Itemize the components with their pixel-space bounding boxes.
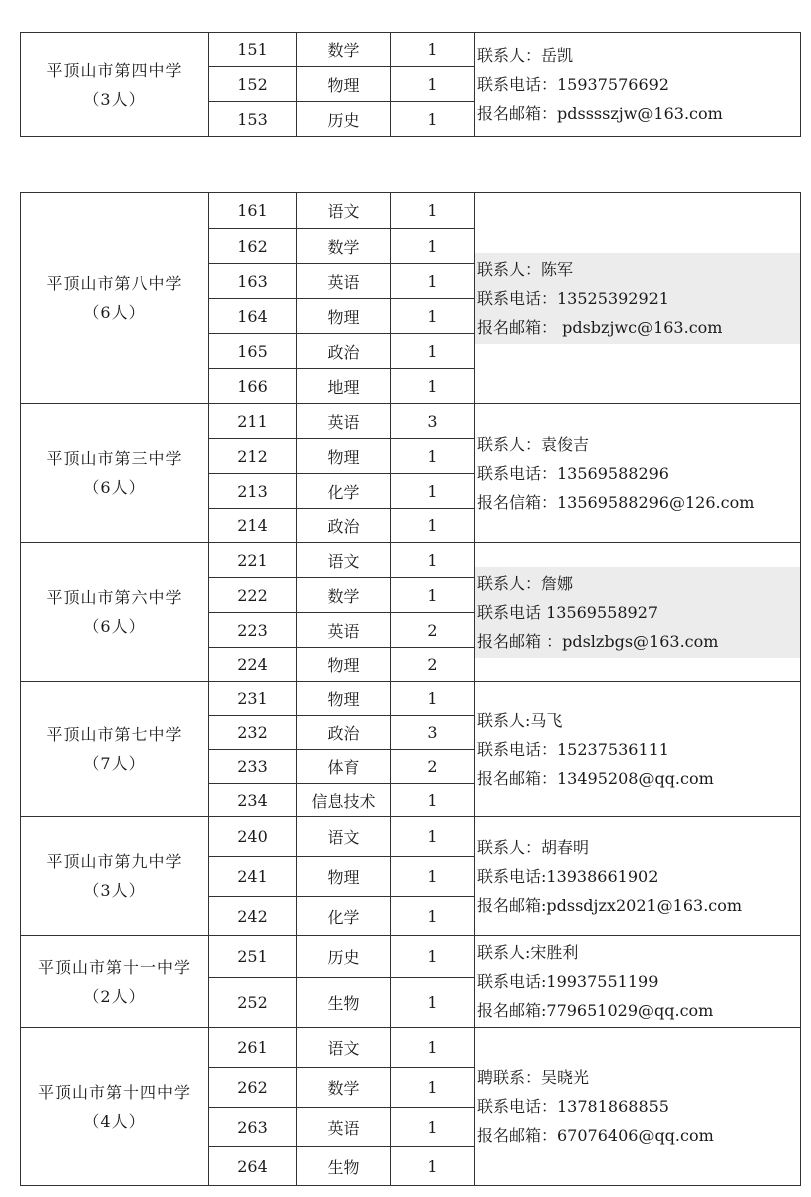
subject: 英语 [297,613,391,648]
position-code: 161 [209,193,297,229]
school-name: 平顶山市第十四中学 [37,1082,191,1102]
table-row [21,404,801,439]
position-code: 165 [209,334,297,369]
subject: 语文 [297,1028,391,1068]
headcount: 1 [391,1028,475,1068]
headcount: 1 [391,857,475,897]
subject: 数学 [297,33,391,67]
subject: 英语 [297,264,391,299]
subject: 历史 [297,102,391,137]
contact-phone: 联系电话：13525392921 [477,288,669,308]
headcount: 3 [391,716,475,750]
subject: 生物 [297,978,391,1028]
contact-info [475,39,800,130]
position-code: 231 [209,682,297,716]
headcount: 1 [391,67,475,102]
headcount: 2 [391,648,475,682]
table-body [21,33,801,137]
position-code: 232 [209,716,297,750]
subject: 英语 [297,404,391,439]
subject: 物理 [297,682,391,716]
position-code: 251 [209,936,297,978]
table-row [21,33,801,67]
subject: 英语 [297,1108,391,1147]
contact-cell [475,193,801,404]
contact-email: 报名邮箱:pdssdjzx2021@163.com [477,895,743,915]
subject: 物理 [297,67,391,102]
headcount: 1 [391,682,475,716]
contact-cell [475,817,801,936]
subject: 数学 [297,578,391,613]
contact-person: 联系人：詹娜 [477,573,574,593]
school-cell [21,404,209,543]
position-code: 153 [209,102,297,137]
school-name: 平顶山市第六中学 [46,588,183,607]
contact-info [475,831,800,922]
headcount: 1 [391,193,475,229]
headcount: 1 [391,1147,475,1186]
school-count: （2人） [83,986,146,1006]
headcount: 1 [391,784,475,817]
position-code: 162 [209,229,297,264]
headcount: 2 [391,750,475,784]
headcount: 1 [391,509,475,543]
headcount: 1 [391,299,475,334]
school-cell [21,936,209,1028]
position-code: 211 [209,404,297,439]
contact-email: 报名邮箱 ：pdslzbgs@163.com [477,631,719,651]
contact-email: 报名邮箱：67076406@qq.com [477,1126,714,1145]
position-code: 213 [209,474,297,509]
subject: 数学 [297,229,391,264]
school-count: （3人） [83,881,146,900]
contact-info [475,253,800,344]
headcount: 1 [391,543,475,578]
school-cell [21,817,209,936]
position-code: 152 [209,67,297,102]
subject: 政治 [297,509,391,543]
recruitment-table-top [20,32,801,137]
position-code: 214 [209,509,297,543]
subject: 历史 [297,936,391,978]
table-body [21,193,801,1186]
contact-person: 聘联系：吴晓光 [477,1068,590,1087]
position-code: 263 [209,1108,297,1147]
headcount: 1 [391,1068,475,1108]
contact-cell [475,682,801,817]
table-row [21,1028,801,1068]
school-count: （7人） [83,754,146,773]
school-count: （4人） [83,1111,146,1131]
contact-phone: 联系电话：15237536111 [477,739,669,759]
contact-person: 联系人：袁俊吉 [477,434,590,454]
recruitment-table-main [20,192,801,1186]
contact-cell [475,33,801,137]
contact-info [475,428,800,519]
position-code: 233 [209,750,297,784]
contact-phone: 联系电话：15937576692 [477,75,669,94]
headcount: 1 [391,229,475,264]
subject: 体育 [297,750,391,784]
table-row [21,682,801,716]
subject: 语文 [297,543,391,578]
subject: 语文 [297,193,391,229]
contact-phone: 联系电话：13781868855 [477,1097,669,1116]
headcount: 1 [391,264,475,299]
subject: 物理 [297,439,391,474]
position-code: 262 [209,1068,297,1108]
school-name: 平顶山市第十一中学 [37,957,191,977]
table-row [21,193,801,229]
subject: 政治 [297,716,391,750]
school-count: （3人） [83,89,146,109]
school-cell [21,193,209,404]
subject: 化学 [297,897,391,936]
contact-person: 联系人：胡春明 [477,837,590,857]
position-code: 241 [209,857,297,897]
school-cell [21,682,209,817]
contact-person: 联系人:马飞 [477,710,563,730]
position-code: 240 [209,817,297,857]
contact-person: 联系人：岳凯 [477,46,574,65]
position-code: 221 [209,543,297,578]
school-count: （6人） [83,478,146,497]
subject: 化学 [297,474,391,509]
school-count: （6人） [83,303,146,322]
school-cell [21,33,209,137]
contact-phone: 联系电话：13569588296 [477,463,669,483]
contact-email: 报名邮箱:779651029@qq.com [477,1001,714,1020]
subject: 生物 [297,1147,391,1186]
headcount: 1 [391,334,475,369]
contact-email: 报名邮箱：pdsssszjw@163.com [477,104,723,123]
school-cell [21,543,209,682]
school-count: （6人） [83,617,146,636]
position-code: 212 [209,439,297,474]
headcount: 1 [391,439,475,474]
contact-info [475,704,800,795]
position-code: 163 [209,264,297,299]
headcount: 1 [391,897,475,936]
contact-person: 联系人：陈军 [477,259,574,279]
headcount: 1 [391,978,475,1028]
contact-cell [475,404,801,543]
position-code: 264 [209,1147,297,1186]
contact-cell [475,543,801,682]
position-code: 222 [209,578,297,613]
subject: 政治 [297,334,391,369]
table-row [21,543,801,578]
contact-person: 联系人:宋胜利 [477,943,579,962]
position-code: 261 [209,1028,297,1068]
contact-email: 报名邮箱： pdsbzjwc@163.com [477,317,723,337]
headcount: 1 [391,102,475,137]
contact-info [475,1061,800,1152]
position-code: 242 [209,897,297,936]
position-code: 164 [209,299,297,334]
position-code: 234 [209,784,297,817]
headcount: 1 [391,936,475,978]
contact-phone: 联系电话:19937551199 [477,972,659,991]
subject: 物理 [297,299,391,334]
headcount: 1 [391,578,475,613]
subject: 地理 [297,369,391,404]
contact-email: 报名信箱：13569588296@126.com [477,492,755,512]
school-name: 平顶山市第八中学 [46,274,183,293]
school-name: 平顶山市第三中学 [46,449,183,468]
contact-info [475,936,800,1027]
headcount: 1 [391,474,475,509]
headcount: 2 [391,613,475,648]
contact-info [475,567,800,658]
table-row [21,936,801,978]
school-name: 平顶山市第九中学 [46,852,183,871]
contact-email: 报名邮箱：13495208@qq.com [477,768,714,788]
headcount: 1 [391,33,475,67]
school-name: 平顶山市第七中学 [46,725,183,744]
contact-cell [475,936,801,1028]
headcount: 3 [391,404,475,439]
subject: 物理 [297,857,391,897]
table-row [21,817,801,857]
subject: 物理 [297,648,391,682]
position-code: 166 [209,369,297,404]
position-code: 224 [209,648,297,682]
headcount: 1 [391,817,475,857]
subject: 数学 [297,1068,391,1108]
subject: 信息技术 [297,784,391,817]
contact-phone: 联系电话:13938661902 [477,866,659,886]
contact-phone: 联系电话 13569558927 [477,602,659,622]
subject: 语文 [297,817,391,857]
contact-cell [475,1028,801,1186]
school-cell [21,1028,209,1186]
school-name: 平顶山市第四中学 [46,60,183,80]
headcount: 1 [391,369,475,404]
position-code: 252 [209,978,297,1028]
headcount: 1 [391,1108,475,1147]
position-code: 223 [209,613,297,648]
position-code: 151 [209,33,297,67]
